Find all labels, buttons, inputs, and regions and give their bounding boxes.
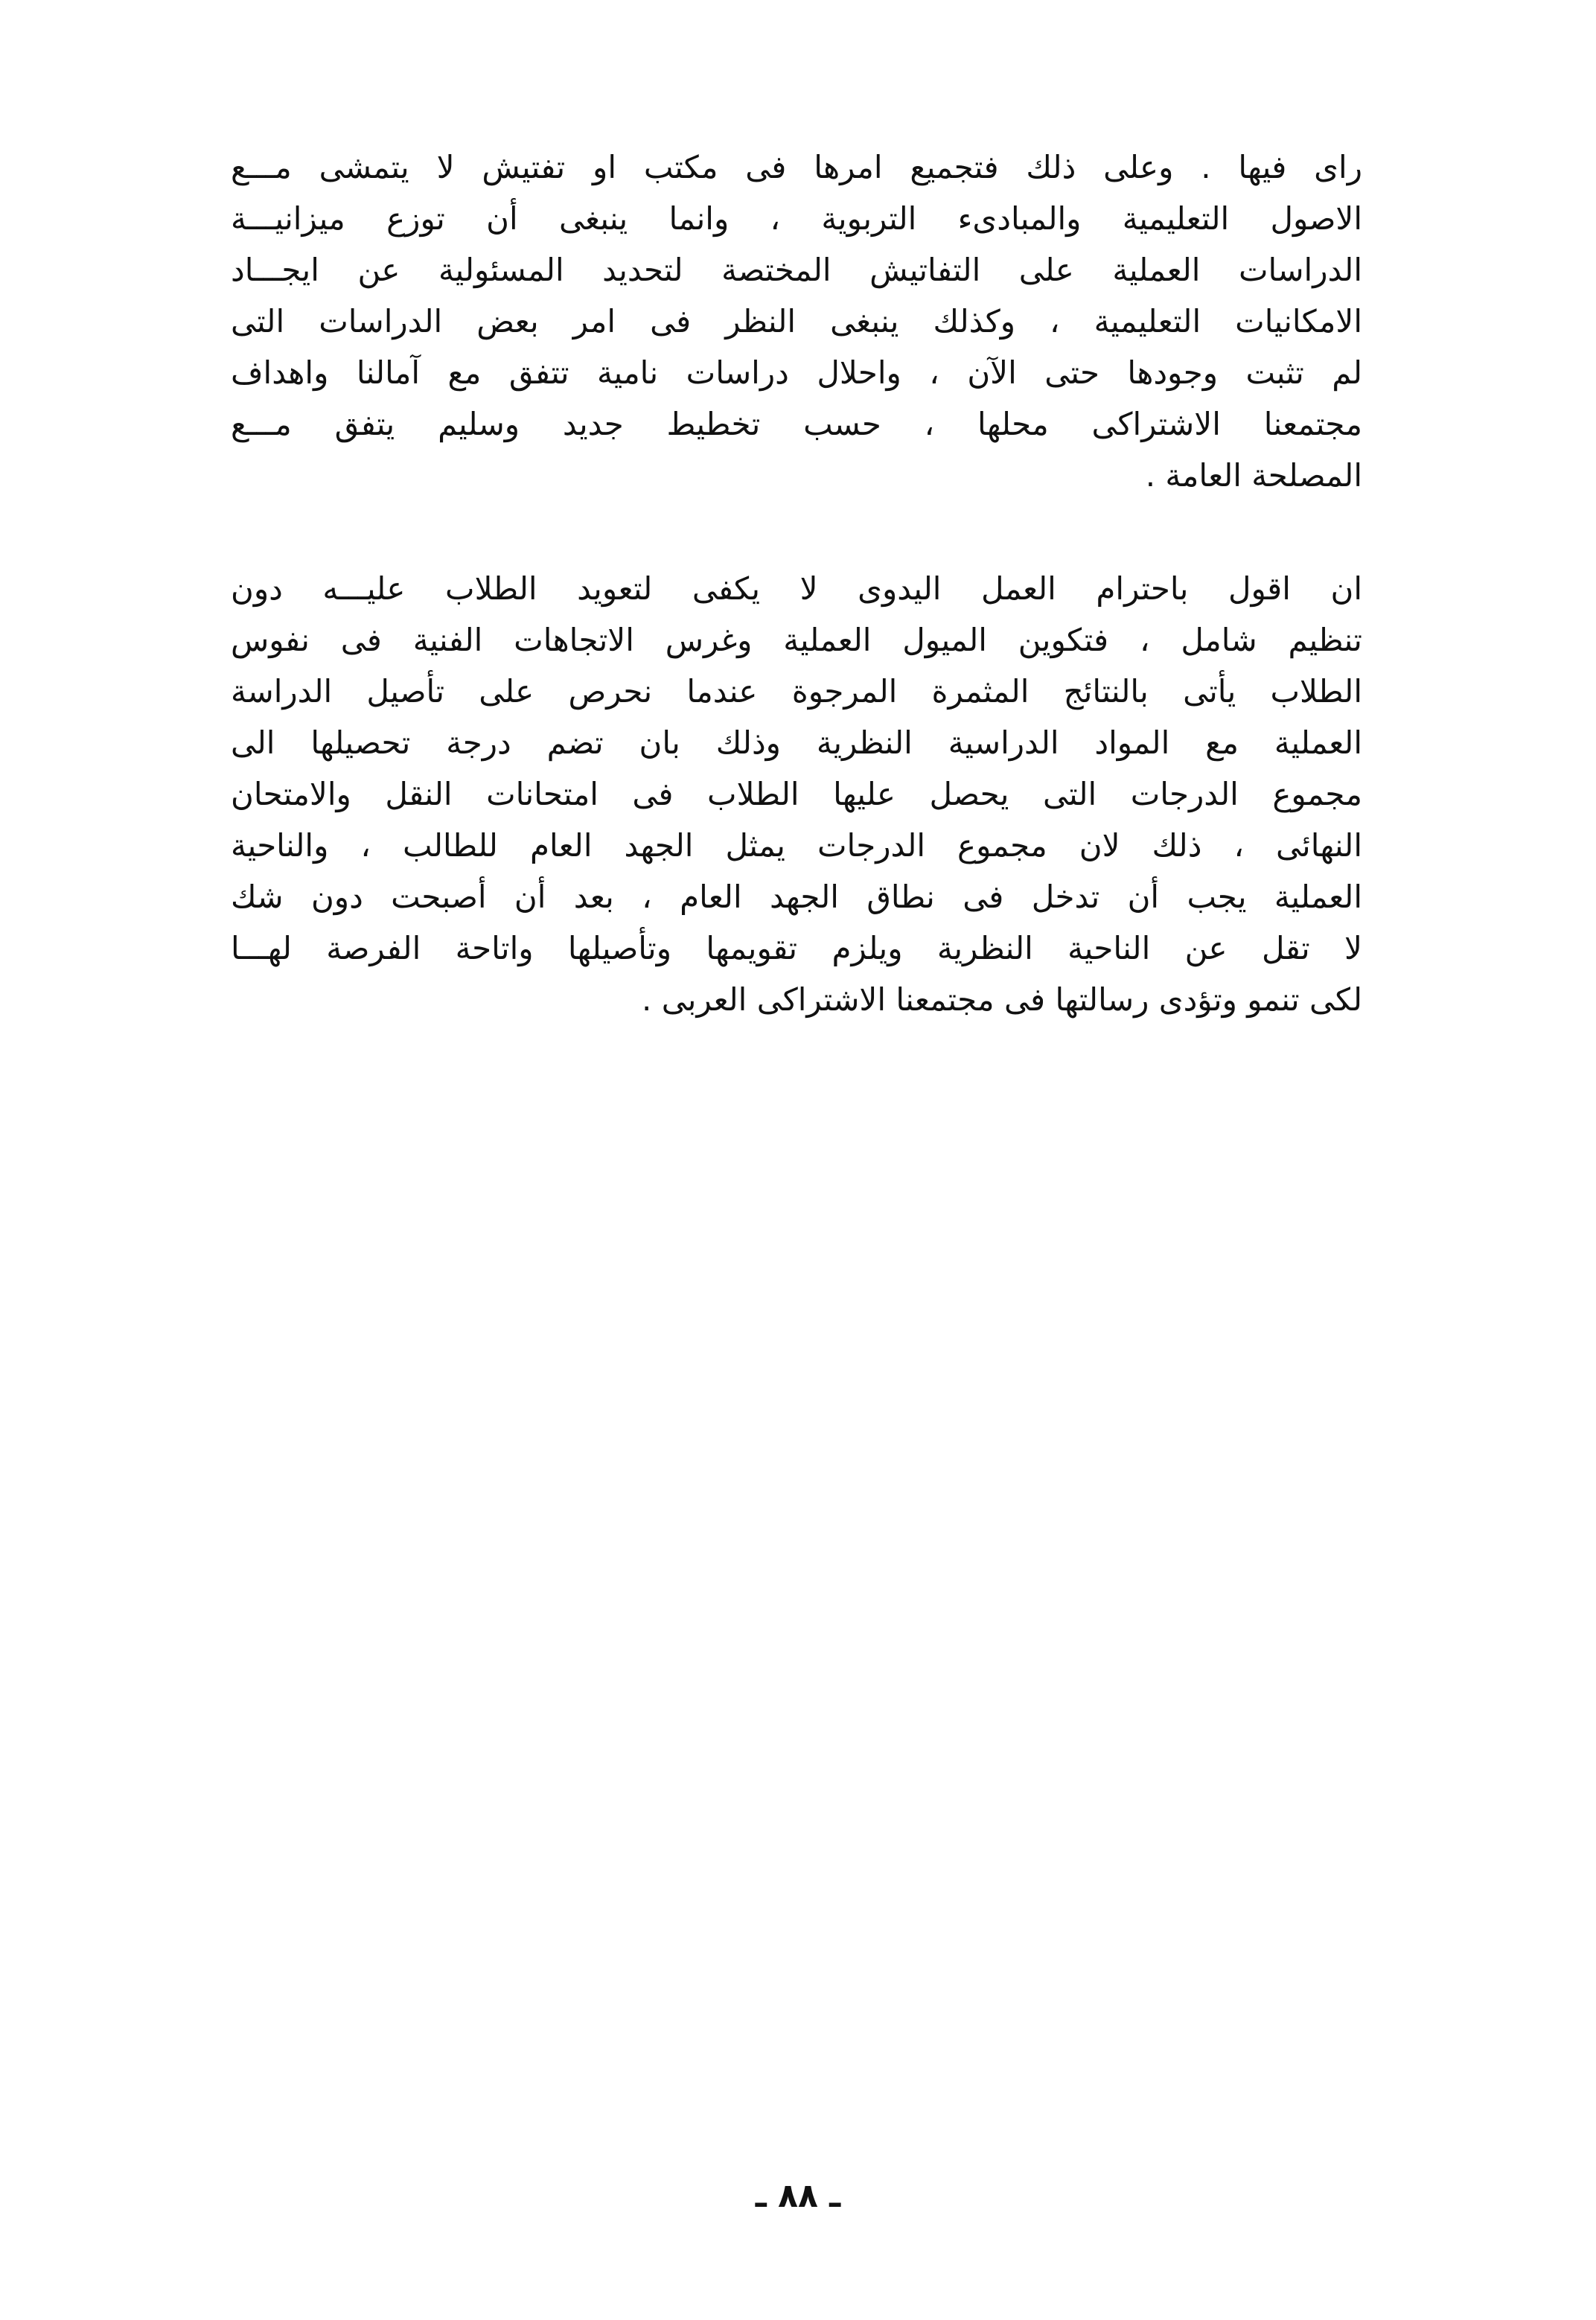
paragraph-1-line-1: راى فيها . وعلى ذلك فتجميع امرها فى مكتب او تفتيش لا يتمشى مـــع [231,149,1362,185]
paragraph-1-line-3: الدراسات العملية على التفاتيش المختصة لتحديد المسئولية عن ايجـــاد [231,252,1362,288]
page-number: ـ ٨٨ ـ [755,2177,841,2215]
paragraph-2-line-7: العملية يجب أن تدخل فى نطاق الجهد العام ، بعد أن أصبحت دون شك [231,879,1362,915]
paragraph-1-line-2: الاصول التعليمية والمبادىء التربوية ، وانما ينبغى أن توزع ميزانيـــة [231,200,1362,237]
paragraph-1-line-5: لم تثبت وجودها حتى الآن ، واحلال دراسات نامية تتفق مع آمالنا واهداف [231,354,1362,391]
paragraph-2-line-8: لا تقل عن الناحية النظرية ويلزم تقويمها وتأصيلها واتاحة الفرصة لهـــا [231,930,1362,966]
paragraph-2-line-3: الطلاب يأتى بالنتائج المثمرة المرجوة عندما نحرص على تأصيل الدراسة [231,673,1362,710]
paragraph-2-line-6: النهائى ، ذلك لان مجموع الدرجات يمثل الجهد العام للطالب ، والناحية [231,827,1362,864]
paragraph-2-line-2: تنظيم شامل ، فتكوين الميول العملية وغرس الاتجاهات الفنية فى نفوس [231,622,1362,658]
paragraph-1-line-7: المصلحة العامة . [1145,457,1362,494]
paragraph-2-line-5: مجموع الدرجات التى يحصل عليها الطلاب فى امتحانات النقل والامتحان [231,776,1362,812]
paragraph-1 [231,141,1362,501]
paragraph-2-line-9: لكى تنمو وتؤدى رسالتها فى مجتمعنا الاشتراكى العربى . [642,981,1362,1018]
paragraph-2 [231,563,1362,1025]
paragraph-1-line-4: الامكانيات التعليمية ، وكذلك ينبغى النظر فى امر بعض الدراسات التى [231,303,1362,340]
paragraph-2-line-1: ان اقول باحترام العمل اليدوى لا يكفى لتعويد الطلاب عليـــه دون [231,570,1362,607]
paragraph-2-line-4: العملية مع المواد الدراسية النظرية وذلك بان تضم درجة تحصيلها الى [231,724,1362,761]
paragraph-1-line-6: مجتمعنا الاشتراكى محلها ، حسب تخطيط جديد وسليم يتفق مـــع [231,406,1362,442]
